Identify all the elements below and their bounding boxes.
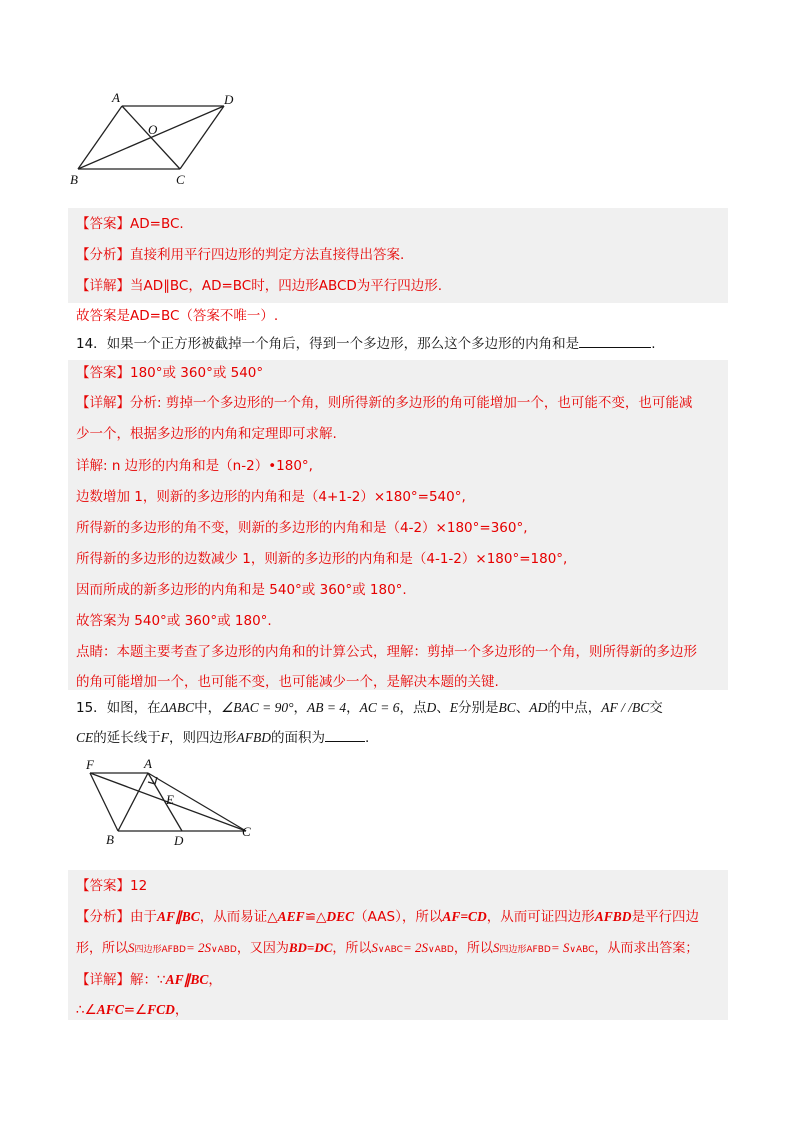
label-d: D	[224, 92, 234, 107]
answer-13	[76, 214, 184, 234]
math: AFC	[96, 1002, 124, 1017]
text: ，	[293, 700, 307, 716]
text: ，点	[399, 700, 427, 716]
detail-tag: 【详解】	[76, 972, 130, 988]
question-text: 如果一个正方形被截掉一个角后，得到一个多边形，那么这个多边形的内角和是	[106, 336, 580, 352]
answer-tag: 【答案】	[76, 365, 130, 381]
answer-tag: 【答案】	[76, 878, 130, 894]
text: 的延长线于	[93, 730, 161, 746]
math: AEF	[277, 909, 305, 924]
text: 分别是	[457, 700, 499, 716]
text: 中，	[194, 700, 222, 716]
math: S	[128, 940, 135, 955]
detail-14-line8: 故答案为 540°或 360°或 180°.	[76, 613, 272, 629]
detail-14-line7: 因而所成的新多边形的内角和是 540°或 360°或 180°.	[76, 582, 407, 598]
analysis-tag: 【分析】	[76, 909, 130, 925]
text: 解：∵	[130, 972, 166, 988]
text: 、	[515, 700, 530, 716]
text: ，从而求出答案；	[594, 941, 699, 956]
text: ，	[174, 1002, 189, 1018]
detail-text: 分析: 剪掉一个多边形的一个角，则所得新的多边形的角可能增加一个，也可能不变，也可能减	[130, 395, 693, 411]
answer-tag: 【答案】	[76, 216, 130, 232]
text: 、	[436, 700, 450, 716]
answer-blank	[325, 727, 365, 742]
analysis-15-line1	[76, 907, 699, 927]
text: ∴∠	[76, 1002, 97, 1018]
af-parallel-bc: AF / /BC	[601, 700, 650, 715]
text: 的中点，	[547, 700, 602, 716]
label-c: C	[176, 172, 185, 187]
text: ，	[208, 972, 222, 988]
math: S	[371, 940, 378, 955]
math-sub: ∨ABC	[377, 945, 403, 955]
conclusion-text: 故答案是AD=BC（答案不唯一）.	[76, 308, 279, 324]
conclusion-13	[76, 306, 278, 326]
detail-15-line2	[76, 1000, 188, 1020]
point-e: E	[449, 700, 458, 715]
text: =∠	[123, 1002, 148, 1018]
answer-text: AD=BC.	[130, 216, 184, 232]
text: ，从而可证四边形	[486, 909, 595, 925]
detail-tag: 【详解】	[76, 395, 130, 411]
detail-14-line6: 所得新的多边形的边数减少 1，则新的多边形的内角和是（4-1-2）×180°=180°,	[76, 551, 568, 567]
ab-length: AB = 4	[306, 700, 347, 715]
answer-blank	[579, 333, 651, 348]
text: ，	[346, 700, 360, 716]
text: ，所以	[332, 941, 372, 956]
answer-text: 12	[130, 878, 148, 894]
detail-14-line3: 详解: n 边形的内角和是（n-2）•180°,	[76, 458, 313, 474]
analysis-13	[76, 245, 404, 265]
label-a: A	[144, 758, 152, 771]
text: 由于	[130, 909, 157, 925]
parallelogram-figure	[60, 86, 250, 191]
math: AF=CD	[442, 909, 487, 924]
text: 交	[649, 700, 663, 716]
math: = 2S	[402, 940, 428, 955]
math: S	[492, 940, 500, 955]
text: 的面积为	[271, 730, 326, 746]
text: 是平行四边	[631, 909, 700, 925]
segment-bc: BC	[498, 700, 516, 715]
angle-bac: ∠BAC = 90°	[221, 700, 294, 715]
question-number: 14．	[76, 336, 107, 352]
math: AF∥BC	[157, 909, 200, 924]
math: AFBD	[594, 909, 632, 924]
text: ≌	[304, 909, 316, 925]
ac-length: AC = 6	[359, 700, 400, 715]
point-d: D	[426, 700, 437, 715]
text: △	[316, 909, 327, 925]
detail-15-line1	[76, 970, 222, 990]
question-15-line2	[76, 727, 369, 749]
math: BD=DC	[288, 940, 333, 955]
label-e: E	[166, 792, 174, 807]
analysis-15-line2	[76, 938, 698, 960]
segment-ad: AD	[529, 700, 548, 715]
math: DEC	[326, 909, 355, 924]
math: AF∥BC	[165, 972, 209, 987]
analysis-text: 直接利用平行四边形的判定方法直接得出答案.	[130, 247, 405, 263]
answer-text: 180°或 360°或 540°	[130, 365, 264, 381]
label-d: D	[174, 833, 184, 848]
answer-14	[76, 363, 263, 383]
math-sub: ∨ABC	[569, 945, 595, 955]
math-sub: ∨ABD	[428, 945, 454, 955]
label-b: B	[106, 832, 114, 847]
point-f: F	[160, 730, 170, 745]
analysis-tag: 【分析】	[76, 247, 130, 263]
label-o: O	[148, 122, 158, 137]
detail-13	[76, 276, 442, 296]
question-number: 15．	[76, 700, 107, 716]
question-14	[76, 333, 655, 355]
question-15-line1	[76, 697, 663, 719]
detail-14-line2: 少一个，根据多边形的内角和定理即可求解.	[76, 426, 337, 442]
text: 形，所以	[76, 941, 129, 956]
detail-14-line10: 的角可能增加一个，也可能不变，也可能减少一个，是解决本题的关键.	[76, 674, 499, 690]
detail-14-line9: 点睛：本题主要考查了多边形的内角和的计算公式，理解：剪掉一个多边形的一个角，则所得新的多边形	[76, 644, 697, 660]
text: （AAS），所以	[354, 909, 443, 925]
text: 如图，在	[106, 700, 161, 716]
math: = 2S	[185, 940, 211, 955]
math: FCD	[147, 1002, 175, 1017]
label-c: C	[242, 824, 251, 839]
math-sub: ∨ABD	[211, 945, 237, 955]
detail-tag: 【详解】	[76, 278, 130, 294]
detail-14-line5: 所得新的多边形的角不变，则新的多边形的内角和是（4-2）×180°=360°,	[76, 520, 528, 536]
triangle-abc: ΔABC	[160, 700, 195, 715]
label-a: A	[112, 90, 120, 105]
math-sub: 四边形AFBD	[499, 945, 551, 955]
text: ，则四边形	[169, 730, 237, 746]
detail-14-line1	[76, 393, 692, 413]
quad-afbd: AFBD	[236, 730, 272, 745]
label-b: B	[70, 172, 78, 187]
label-f: F	[86, 758, 94, 772]
answer-15	[76, 876, 147, 896]
math: = S	[550, 940, 570, 955]
segment-ce: CE	[76, 730, 94, 745]
quadrilateral-figure	[78, 758, 263, 850]
question-end: .	[365, 730, 370, 746]
text: ，所以	[453, 941, 493, 956]
math-sub: 四边形AFBD	[134, 945, 186, 955]
text: ，又因为	[236, 941, 289, 956]
question-end: .	[651, 336, 656, 352]
detail-14-line4: 边数增加 1，则新的多边形的内角和是（4+1-2）×180°=540°,	[76, 489, 466, 505]
text: ，从而易证△	[199, 909, 278, 925]
detail-text: 当AD∥BC，AD=BC时，四边形ABCD为平行四边形.	[130, 278, 443, 294]
